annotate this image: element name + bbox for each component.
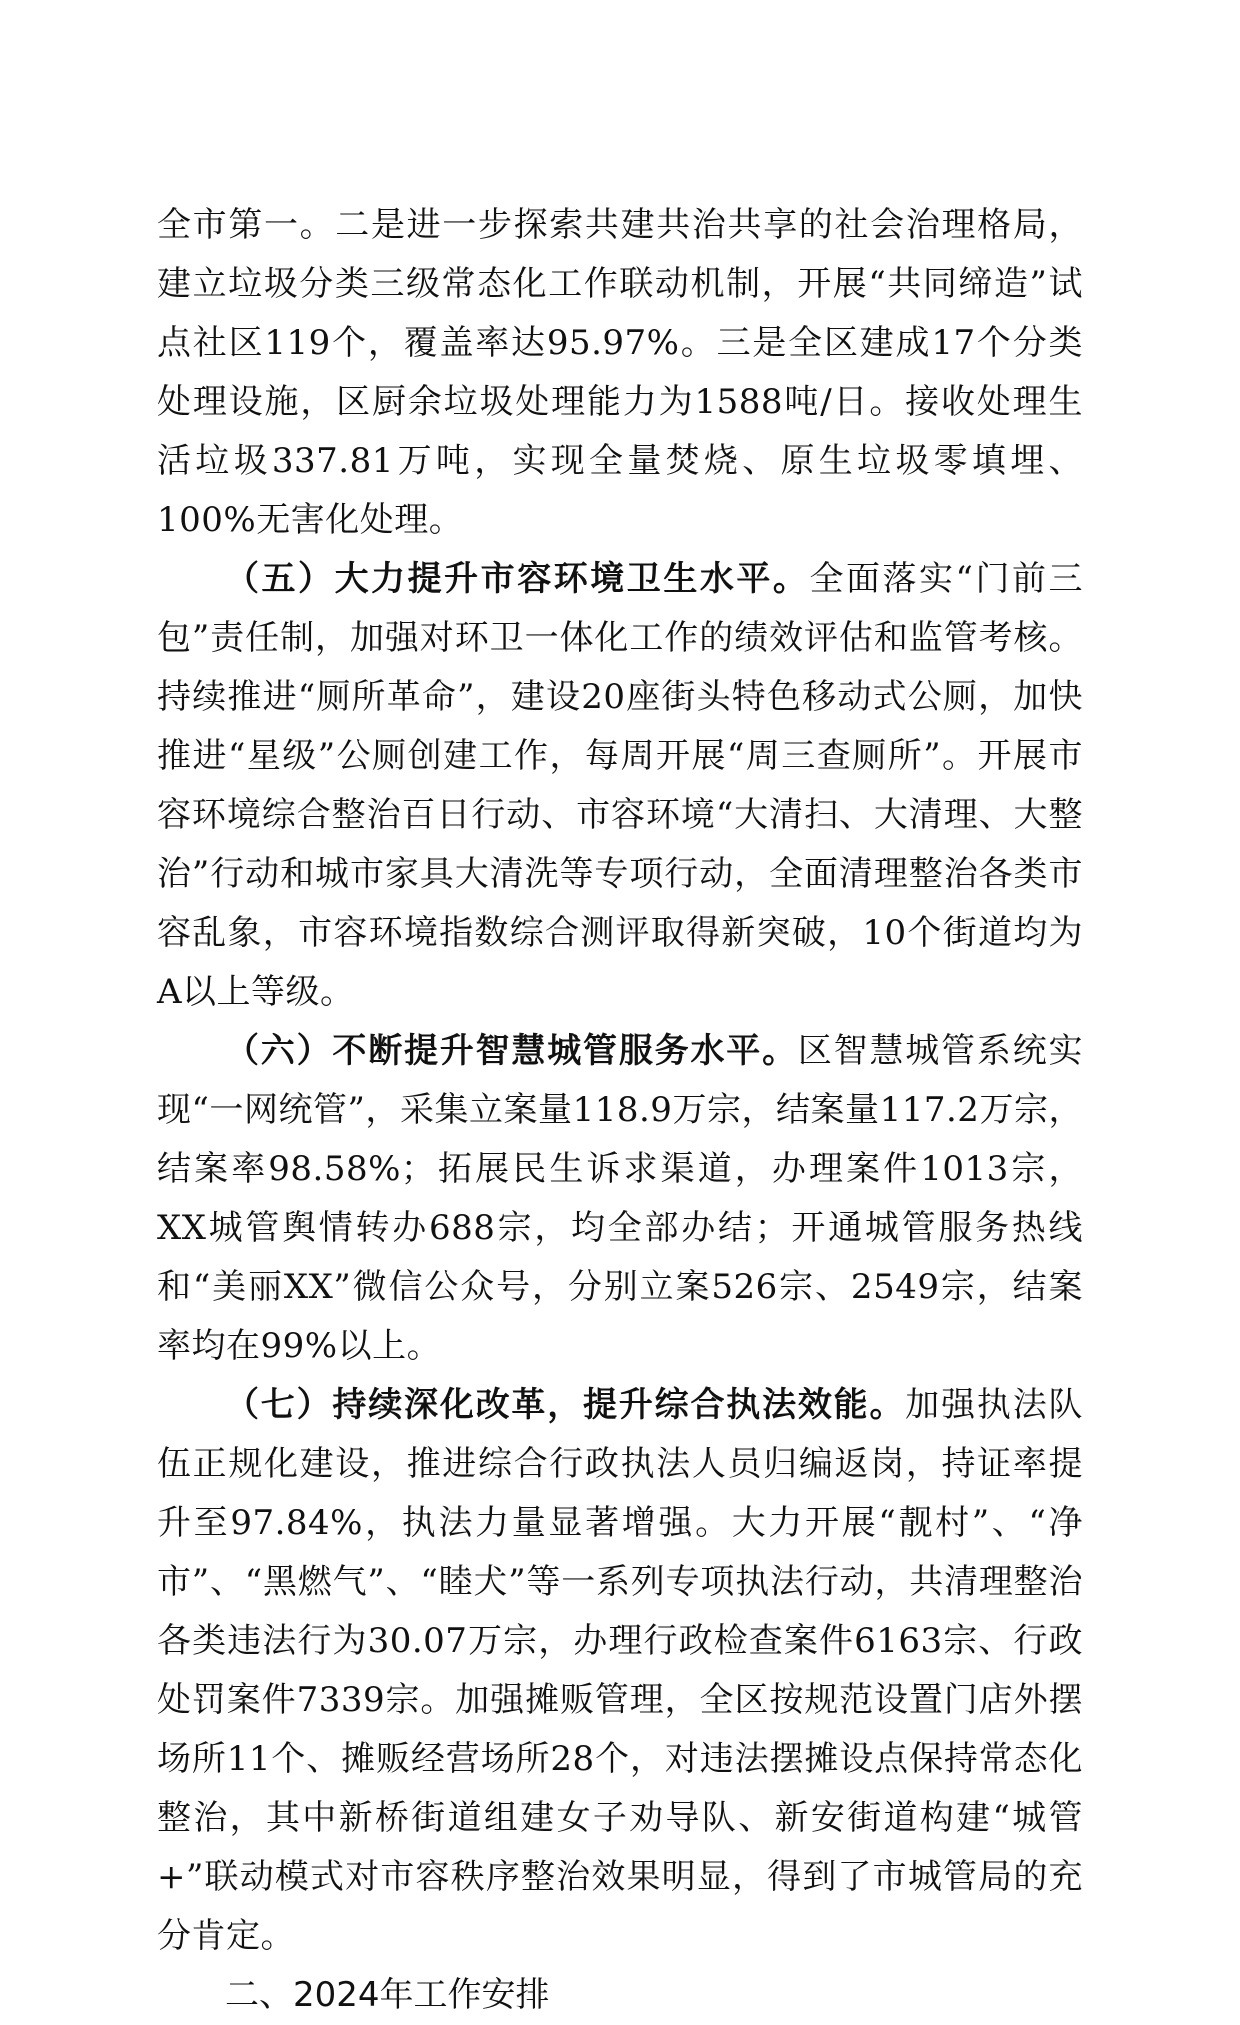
paragraph-lead-heading: （五）大力提升市容环境卫生水平。 bbox=[225, 559, 810, 599]
paragraph-body: 加强执法队伍正规化建设，推进综合行政执法人员归编返岗，持证率提升至97.84%，执法力量显著增强。大力开展“靓村”、“净市”、“黑燃气”、“睦犬”等一系列专项执法行动，共清理整治各类违法行为30.07万宗，办理行政检查案件6163宗、行政处罚案件7339宗。加强摊贩管理，全区按规范设置门店外摆场所11个、摊贩经营场所28个，对违法摆摊设点保持常态化整治，其中新桥街道组建女子劝导队、新安街道构建“城管+”联动模式对市容秩序整治效果明显，得到了市城管局的充分肯定。 bbox=[157, 1385, 1083, 1956]
paragraph-city-sanitation bbox=[157, 550, 1083, 1022]
paragraph-body: 全面落实“门前三包”责任制，加强对环卫一体化工作的绩效评估和监管考核。持续推进“厕所革命”，建设20座街头特色移动式公厕，加快推进“星级”公厕创建工作，每周开展“周三查厕所”。开展市容环境综合整治百日行动、市容环境“大清扫、大清理、大整治”行动和城市家具大清洗等专项行动，全面清理整治各类市容乱象，市容环境指数综合测评取得新突破，10个街道均为A以上等级。 bbox=[157, 559, 1084, 1012]
paragraph-law-enforcement-reform bbox=[157, 1376, 1083, 1966]
paragraph-body: 全市第一。二是进一步探索共建共治共享的社会治理格局，建立垃圾分类三级常态化工作联动机制，开展“共同缔造”试点社区119个，覆盖率达95.97%。三是全区建成17个分类处理设施，区厨余垃圾处理能力为1588吨/日。接收处理生活垃圾337.81万吨，实现全量焚烧、原生垃圾零填埋、100%无害化处理。 bbox=[157, 205, 1083, 540]
paragraph-lead-heading: （七）持续深化改革，提升综合执法效能。 bbox=[225, 1385, 906, 1425]
paragraph-lead-heading: （六）不断提升智慧城管服务水平。 bbox=[225, 1031, 798, 1071]
section-heading: 二、2024年工作安排 bbox=[225, 1975, 550, 2015]
paragraph-smart-city-management bbox=[157, 1022, 1083, 1376]
paragraph-continuation bbox=[157, 196, 1083, 550]
paragraph-body: 区智慧城管系统实现“一网统管”，采集立案量118.9万宗，结案量117.2万宗，结案率98.58%；拓展民生诉求渠道，办理案件1013宗，XX城管舆情转办688宗，均全部办结；开通城管服务热线和“美丽XX”微信公众号，分别立案526宗、2549宗，结案率均在99%以上。 bbox=[157, 1031, 1084, 1366]
